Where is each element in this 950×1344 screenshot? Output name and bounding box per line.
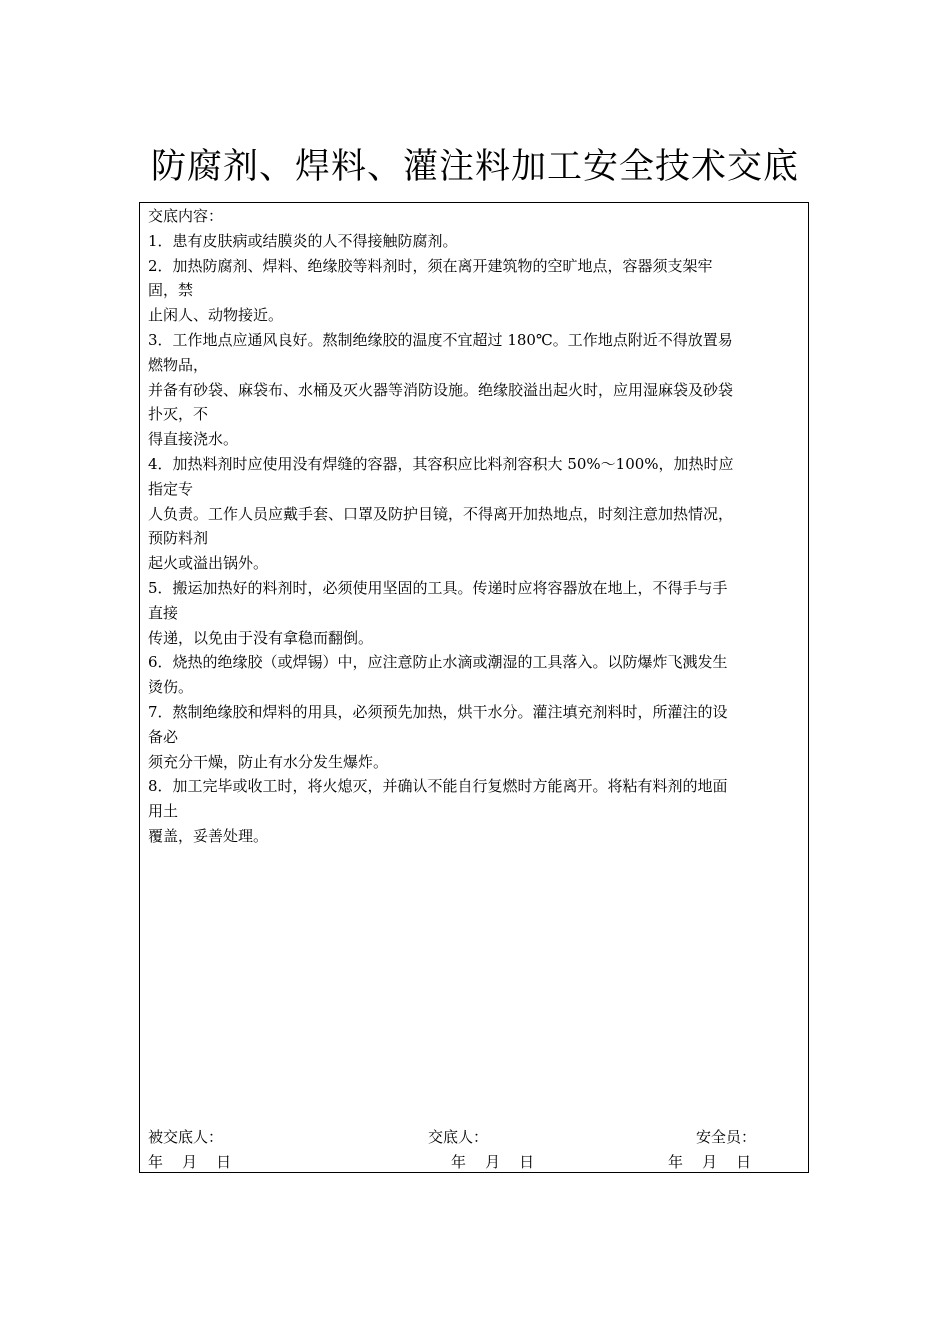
content-line: 并备有砂袋、麻袋布、水桶及灭火器等消防设施。绝缘胶溢出起火时，应用湿麻袋及砂袋 — [148, 380, 734, 399]
content-line: 8．加工完毕或收工时，将火熄灭，并确认不能自行复燃时方能离开。将粘有料剂的地面 — [148, 777, 728, 796]
receiver-date: 年 月 日 — [148, 1153, 232, 1171]
content-heading: 交底内容： — [148, 207, 224, 225]
content-line: 4．加热料剂时应使用没有焊缝的容器，其容积应比料剂容积大 50%～100%，加热时应 — [148, 454, 734, 473]
presenter-signature-label: 交底人： — [428, 1128, 489, 1146]
content-line: 1．患有皮肤病或结膜炎的人不得接触防腐剂。 — [148, 231, 458, 250]
content-line: 须充分干燥，防止有水分发生爆炸。 — [148, 752, 389, 771]
safety-officer-date: 年 月 日 — [668, 1153, 752, 1171]
content-line: 覆盖，妥善处理。 — [148, 826, 269, 845]
content-line: 预防料剂 — [148, 529, 209, 548]
content-line: 备必 — [148, 727, 179, 746]
safety-officer-signature-label: 安全员： — [696, 1128, 757, 1146]
content-line: 烫伤。 — [148, 678, 194, 697]
content-line: 止闲人、动物接近。 — [148, 306, 284, 325]
content-line: 人负责。工作人员应戴手套、口罩及防护目镜，不得离开加热地点，时刻注意加热情况， — [148, 504, 734, 523]
content-line: 5．搬运加热好的料剂时，必须使用坚固的工具。传递时应将容器放在地上，不得手与手 — [148, 578, 728, 597]
content-line: 3．工作地点应通风良好。熬制绝缘胶的温度不宜超过 180℃。工作地点附近不得放置易 — [148, 330, 733, 349]
disclosure-content — [148, 204, 804, 849]
content-line: 固，禁 — [148, 281, 194, 300]
content-line: 6．烧热的绝缘胶（或焊锡）中，应注意防止水滴或潮湿的工具落入。以防爆炸飞溅发生 — [148, 653, 728, 672]
content-line: 指定专 — [148, 479, 194, 498]
content-line: 2．加热防腐剂、焊料、绝缘胶等料剂时，须在离开建筑物的空旷地点，容器须支架牢 — [148, 256, 713, 275]
content-lines — [148, 229, 804, 849]
content-line: 7．熬制绝缘胶和焊料的用具，必须预先加热，烘干水分。灌注填充剂料时，所灌注的设 — [148, 702, 728, 721]
content-line: 扑灭，不 — [148, 405, 209, 424]
content-line: 传递，以免由于没有拿稳而翻倒。 — [148, 628, 374, 647]
page-title: 防腐剂、焊料、灌注料加工安全技术交底 — [150, 147, 799, 187]
content-line: 用土 — [148, 802, 179, 821]
content-line: 直接 — [148, 603, 179, 622]
receiver-signature-label: 被交底人： — [148, 1128, 224, 1146]
presenter-date: 年 月 日 — [451, 1153, 535, 1171]
content-line: 起火或溢出锅外。 — [148, 554, 269, 573]
content-line: 得直接浇水。 — [148, 430, 239, 449]
content-line: 燃物品， — [148, 355, 209, 374]
